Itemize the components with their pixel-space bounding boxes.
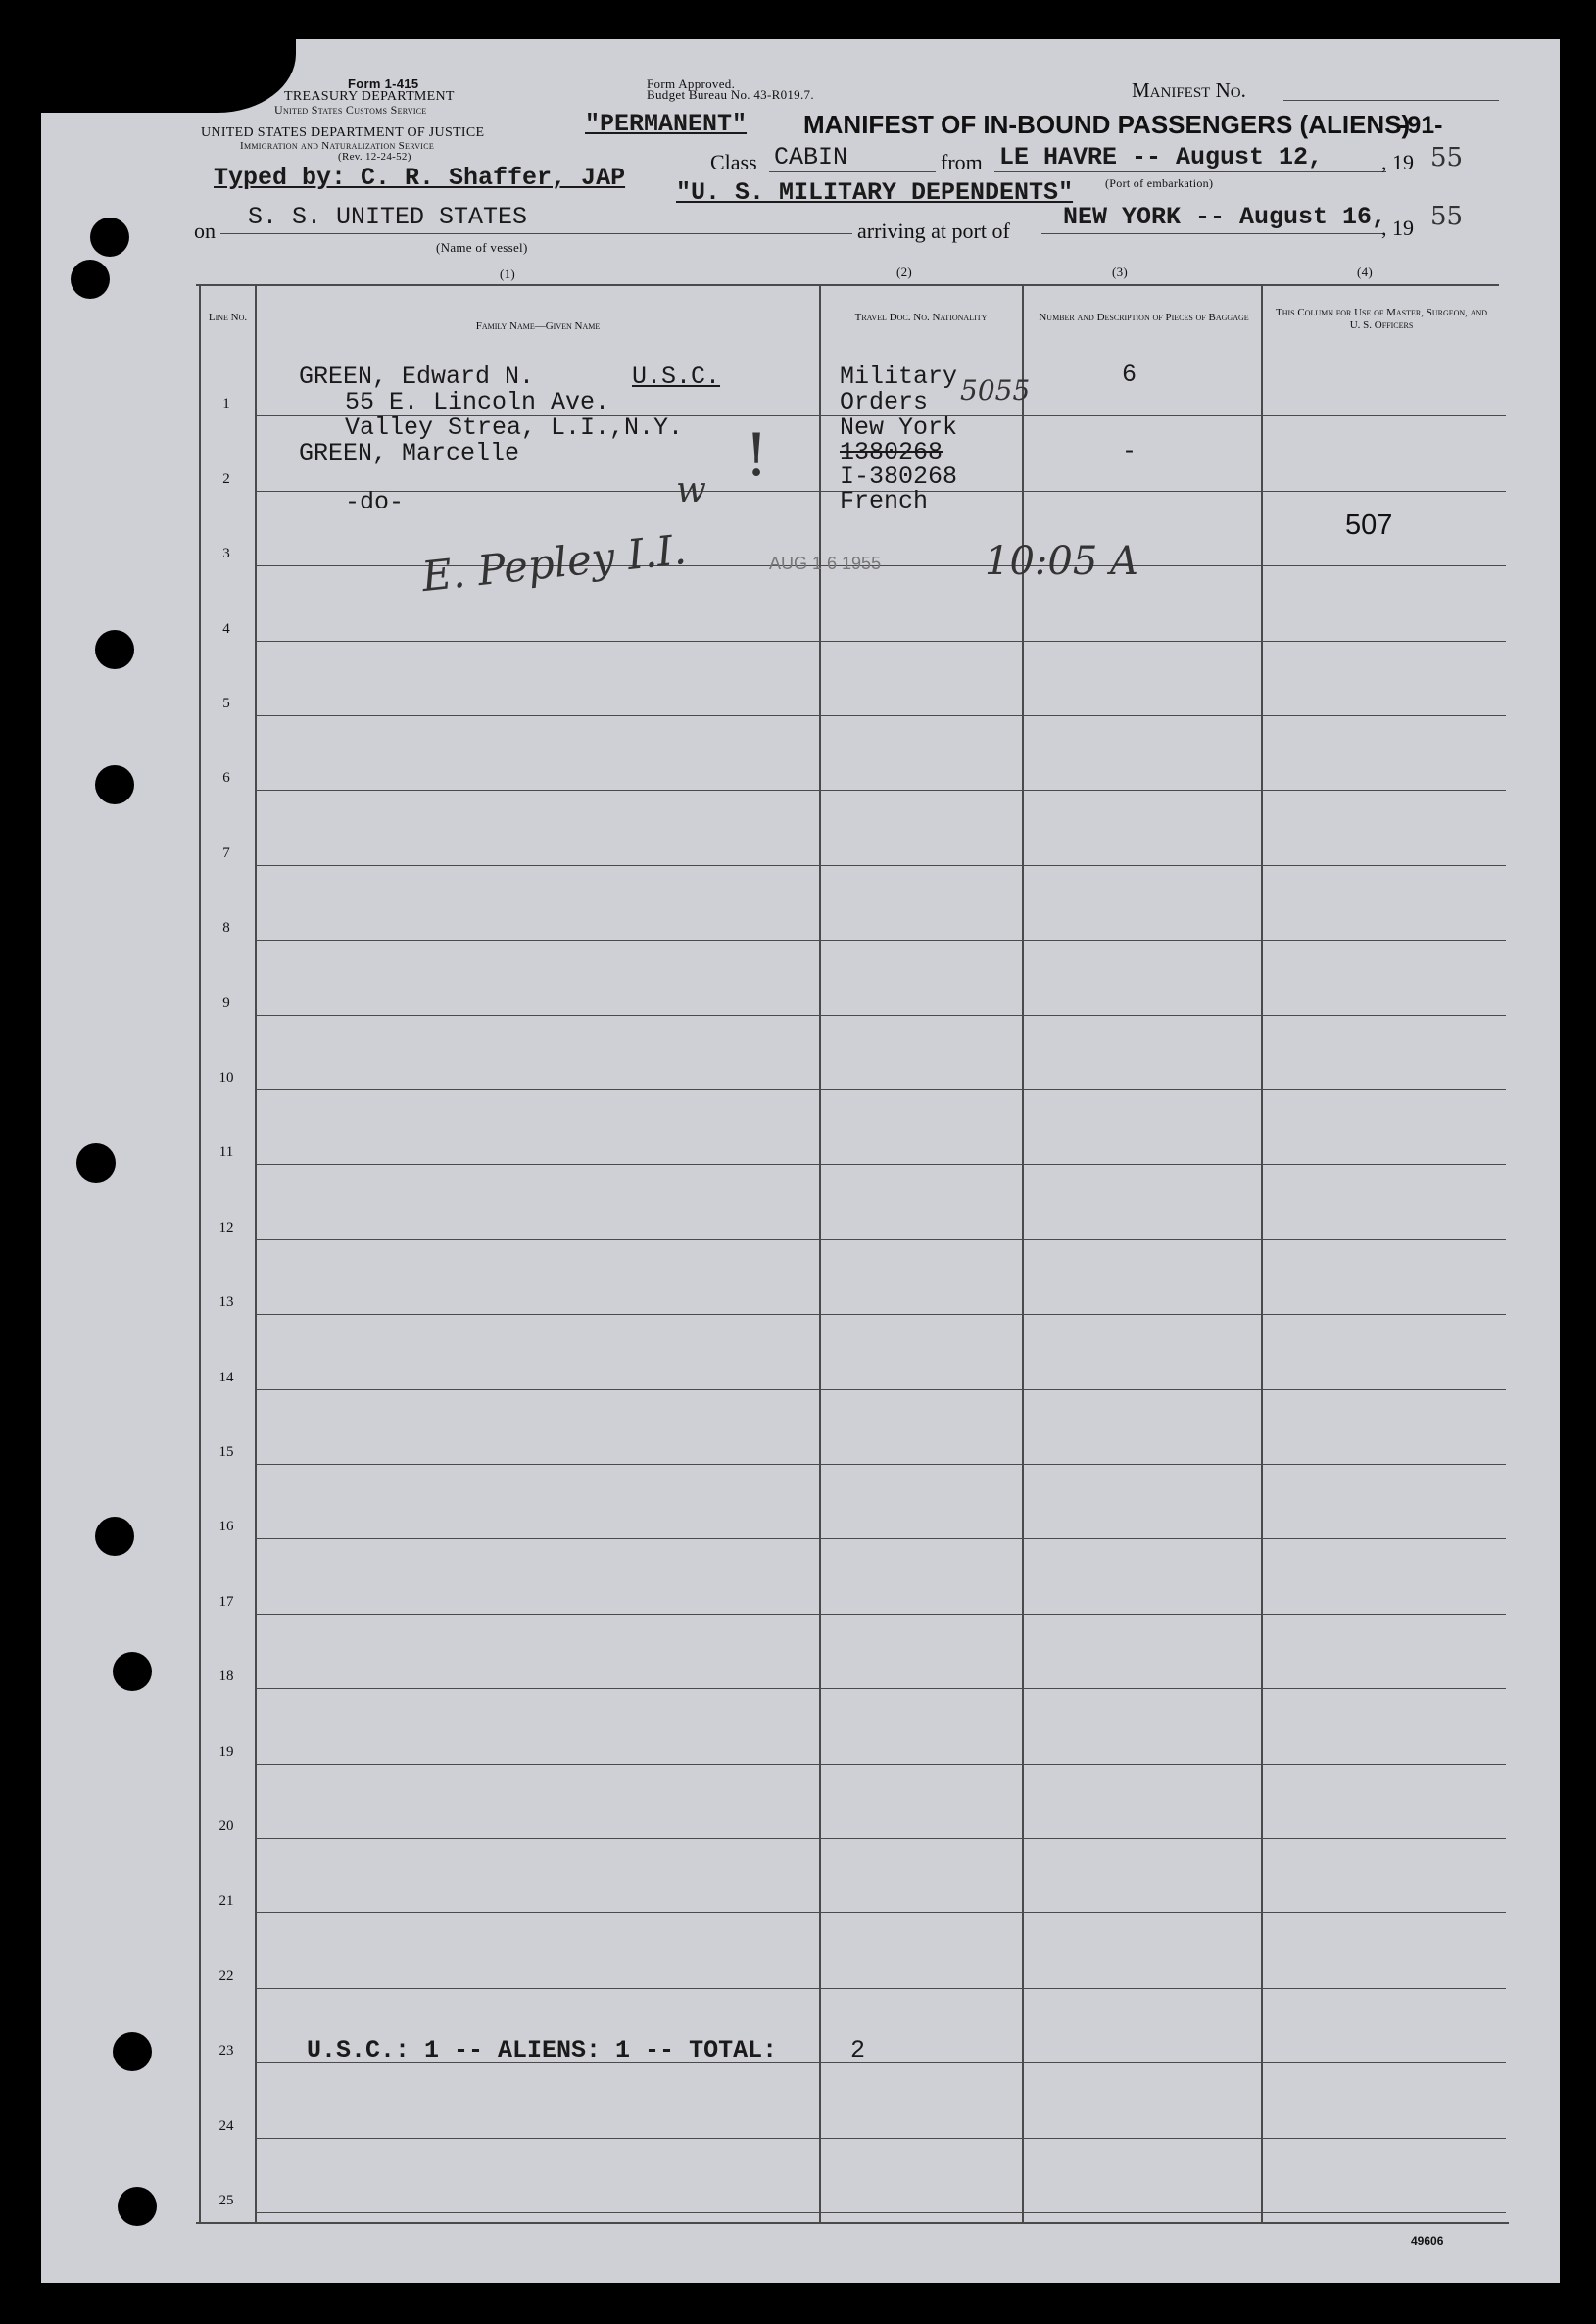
from-value: LE HAVRE -- August 12, [999, 143, 1324, 171]
arrival-line [1041, 233, 1384, 234]
rev-date: (Rev. 12-24-52) [338, 151, 411, 163]
col-number-3: (3) [1112, 265, 1129, 279]
manifest-title: MANIFEST OF IN-BOUND PASSENGERS (ALIENS) [803, 110, 1411, 139]
punch-hole [76, 1143, 116, 1183]
line-number: 11 [218, 1144, 234, 1160]
row-rule [257, 1314, 1506, 1315]
line-number: 10 [218, 1070, 234, 1086]
military-dependents: "U. S. MILITARY DEPENDENTS" [676, 178, 1074, 207]
line-number: 15 [218, 1444, 234, 1460]
passenger-1-address-1: 55 E. Lincoln Ave. [345, 388, 610, 416]
manifest-sheet [41, 39, 1560, 2283]
col-number-4: (4) [1357, 265, 1374, 279]
line-number: 20 [218, 1818, 234, 1834]
punch-hole [71, 260, 110, 299]
row-rule [257, 641, 1506, 642]
punch-hole [90, 218, 129, 257]
passenger-1-status: U.S.C. [632, 363, 721, 391]
passenger-1-address-2: Valley Strea, L.I.,N.Y. [345, 413, 684, 442]
line-number: 2 [222, 471, 230, 487]
form-approved: Form Approved. [647, 76, 736, 91]
ins-service: Immigration and Naturalization Service [240, 140, 435, 152]
header-line-no: Line No. [208, 312, 248, 323]
port-embarkation-caption: (Port of embarkation) [1105, 176, 1214, 190]
arrival-value: NEW YORK -- August 16, [1063, 203, 1387, 231]
passenger-1-doc-2: Orders [840, 388, 929, 416]
line-number: 18 [218, 1669, 234, 1684]
row-rule [257, 2138, 1506, 2139]
class-line [769, 171, 936, 172]
line-number: 4 [222, 621, 230, 637]
manifest-no-line [1283, 100, 1499, 101]
from-label: from [941, 150, 983, 174]
year-from: 55 [1430, 143, 1464, 172]
line-number: 22 [218, 1968, 234, 1984]
handwritten-number: 5055 [960, 374, 1031, 407]
handwritten-mark: w [676, 470, 706, 510]
year-prefix: , 19 [1381, 150, 1414, 174]
customs-service: United States Customs Service [274, 103, 427, 117]
total-value: 2 [850, 2036, 866, 2064]
header-baggage: Number and Description of Pieces of Baggage [1039, 312, 1249, 323]
row-rule [257, 940, 1506, 941]
typed-by: Typed by: C. R. Shaffer, JAP [214, 164, 626, 192]
line-number: 24 [218, 2118, 234, 2134]
row-rule [257, 1239, 1506, 1240]
passenger-1-baggage: 6 [1122, 361, 1137, 389]
row-rule [257, 715, 1506, 716]
line-number: 12 [218, 1220, 234, 1235]
treasury-department: TREASURY DEPARTMENT [284, 89, 455, 104]
row-rule [257, 790, 1506, 791]
row-rule [257, 1389, 1506, 1390]
year-prefix-arrival: , 19 [1381, 216, 1414, 240]
date-stamp: AUG 1 6 1955 [769, 554, 882, 573]
line-number: 13 [218, 1294, 234, 1310]
punch-hole [95, 630, 134, 669]
header-officers: This Column for Use of Master, Surgeon, and U. S. Officers [1276, 307, 1487, 331]
passenger-1-doc-1: Military [840, 363, 958, 391]
row-rule [257, 1089, 1506, 1090]
passenger-2-name: GREEN, Marcelle [299, 439, 520, 467]
row-rule [257, 1464, 1506, 1465]
vessel-name: S. S. UNITED STATES [248, 203, 528, 231]
row-rule [257, 2212, 1506, 2213]
col-number-2: (2) [896, 265, 913, 279]
header-travel-doc: Travel Doc. No. Nationality [854, 312, 988, 323]
torn-corner [41, 39, 296, 113]
col-number-1: (1) [500, 266, 516, 281]
row-rule [257, 1538, 1506, 1539]
vessel-line [220, 233, 852, 234]
vessel-caption: (Name of vessel) [436, 240, 528, 255]
passenger-2-doc-struck: 1380268 [840, 438, 943, 466]
passenger-2-ditto: -do- [345, 488, 405, 516]
row-rule [257, 1614, 1506, 1615]
passenger-1-doc-3: New York [840, 413, 958, 442]
manifest-number: -91- [1399, 112, 1443, 139]
table-bottom-border [196, 2222, 1509, 2224]
line-number: 8 [222, 920, 230, 936]
totals-line: U.S.C.: 1 -- ALIENS: 1 -- TOTAL: [307, 2036, 778, 2064]
punch-hole [113, 2032, 152, 2071]
table-top-border [196, 284, 1499, 286]
passenger-2-baggage: - [1122, 437, 1137, 465]
officer-number: 507 [1345, 509, 1393, 541]
line-number: 23 [218, 2043, 234, 2058]
table-left-border [199, 284, 201, 2224]
budget-bureau: Budget Bureau No. 43-R019.7. [647, 87, 814, 102]
handwritten-stroke: ! [745, 421, 769, 490]
form-code: 49606 [1411, 2234, 1444, 2248]
line-number: 19 [218, 1744, 234, 1760]
line-number: 14 [218, 1370, 234, 1385]
punch-hole [95, 765, 134, 804]
from-line [994, 171, 1386, 172]
line-number: 5 [222, 696, 230, 711]
passenger-1-name: GREEN, Edward N. [299, 363, 535, 391]
manifest-no-label: Manifest No. [1132, 78, 1246, 102]
line-number: 21 [218, 1893, 234, 1909]
on-label: on [194, 218, 216, 243]
punch-hole [118, 2187, 157, 2226]
row-rule [257, 1912, 1506, 1913]
line-number: 3 [222, 546, 230, 561]
line-number: 9 [222, 995, 230, 1011]
dept-justice: UNITED STATES DEPARTMENT OF JUSTICE [201, 125, 485, 140]
row-rule [257, 865, 1506, 866]
baggage-divider [1261, 284, 1263, 2224]
class-label: Class [710, 150, 757, 174]
row-rule [257, 1015, 1506, 1016]
line-number: 1 [222, 396, 230, 412]
row-rule [257, 1838, 1506, 1839]
name-divider [819, 284, 821, 2224]
line-number: 17 [218, 1594, 234, 1610]
handwritten-time: 10:05 A [985, 539, 1138, 584]
class-value: CABIN [774, 143, 848, 171]
year-arrival: 55 [1430, 202, 1464, 231]
row-rule [257, 1764, 1506, 1765]
passenger-2-nationality: French [840, 487, 929, 515]
row-rule [257, 1988, 1506, 1989]
header-name: Family Name—Given Name [475, 320, 601, 332]
officer-signature: E. Pepley I.I. [419, 524, 689, 602]
arriving-label: arriving at port of [857, 218, 1010, 243]
line-number: 6 [222, 770, 230, 786]
punch-hole [113, 1652, 152, 1691]
form-number: Form 1-415 [348, 76, 419, 91]
line-number: 7 [222, 846, 230, 861]
line-number: 16 [218, 1519, 234, 1534]
line-number: 25 [218, 2193, 234, 2208]
permanent-label: "PERMANENT" [585, 110, 748, 138]
row-rule [257, 1688, 1506, 1689]
passenger-2-doc: I-380268 [840, 462, 958, 491]
punch-hole [95, 1517, 134, 1556]
row-rule [257, 1164, 1506, 1165]
line-no-divider [255, 284, 257, 2224]
